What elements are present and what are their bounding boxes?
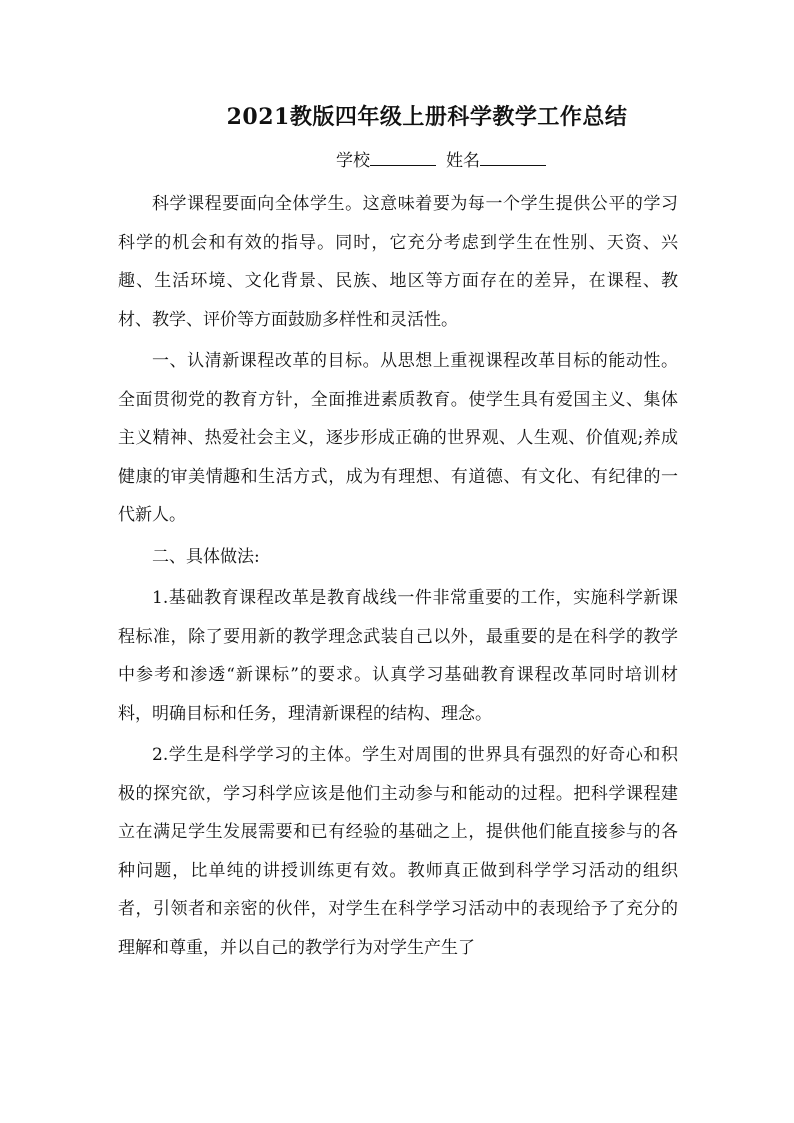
document-title: 2021教版四年级上册科学教学工作总结	[226, 104, 628, 130]
paragraph-methods-heading: 二、具体做法:	[152, 546, 260, 567]
name-blank-field	[480, 151, 546, 166]
school-name-line	[336, 146, 546, 171]
document-body	[118, 185, 678, 970]
school-blank-field	[370, 151, 436, 166]
name-label: 姓名	[446, 151, 480, 171]
paragraph-method-1: 1.基础教育课程改革是教育战线一件非常重要的工作，实施科学新课程标准，除了要用新的教学理念武装自己以外，最重要的是在科学的教学中参考和渗透“新课标”的要求。认真学习基础教育课程改革同时培训材料，明确目标和任务，理清新课程的结构、理念。	[118, 588, 678, 724]
paragraph-goal: 一、认清新课程改革的目标。从思想上重视课程改革目标的能动性。全面贯彻党的教育方针，全面推进素质教育。使学生具有爱国主义、集体主义精神、热爱社会主义，逐步形成正确的世界观、人生观、价值观;养成健康的审美情趣和生活方式，成为有理想、有道德、有文化、有纪律的一代新人。	[118, 351, 678, 525]
paragraph-intro: 科学课程要面向全体学生。这意味着要为每一个学生提供公平的学习科学的机会和有效的指导。同时，它充分考虑到学生在性别、天资、兴趣、生活环境、文化背景、民族、地区等方面存在的差异，在课程、教材、教学、评价等方面鼓励多样性和灵活性。	[118, 194, 678, 330]
paragraph-method-2: 2.学生是科学学习的主体。学生对周围的世界具有强烈的好奇心和积极的探究欲，学习科学应该是他们主动参与和能动的过程。把科学课程建立在满足学生发展需要和已有经验的基础之上，提供他们能直接参与的各种问题，比单纯的讲授训练更有效。教师真正做到科学学习活动的组织者，引领者和亲密的伙伴，对学生在科学学习活动中的表现给予了充分的理解和尊重，并以自己的教学行为对学生产生了	[118, 745, 678, 958]
school-label: 学校	[336, 151, 370, 171]
